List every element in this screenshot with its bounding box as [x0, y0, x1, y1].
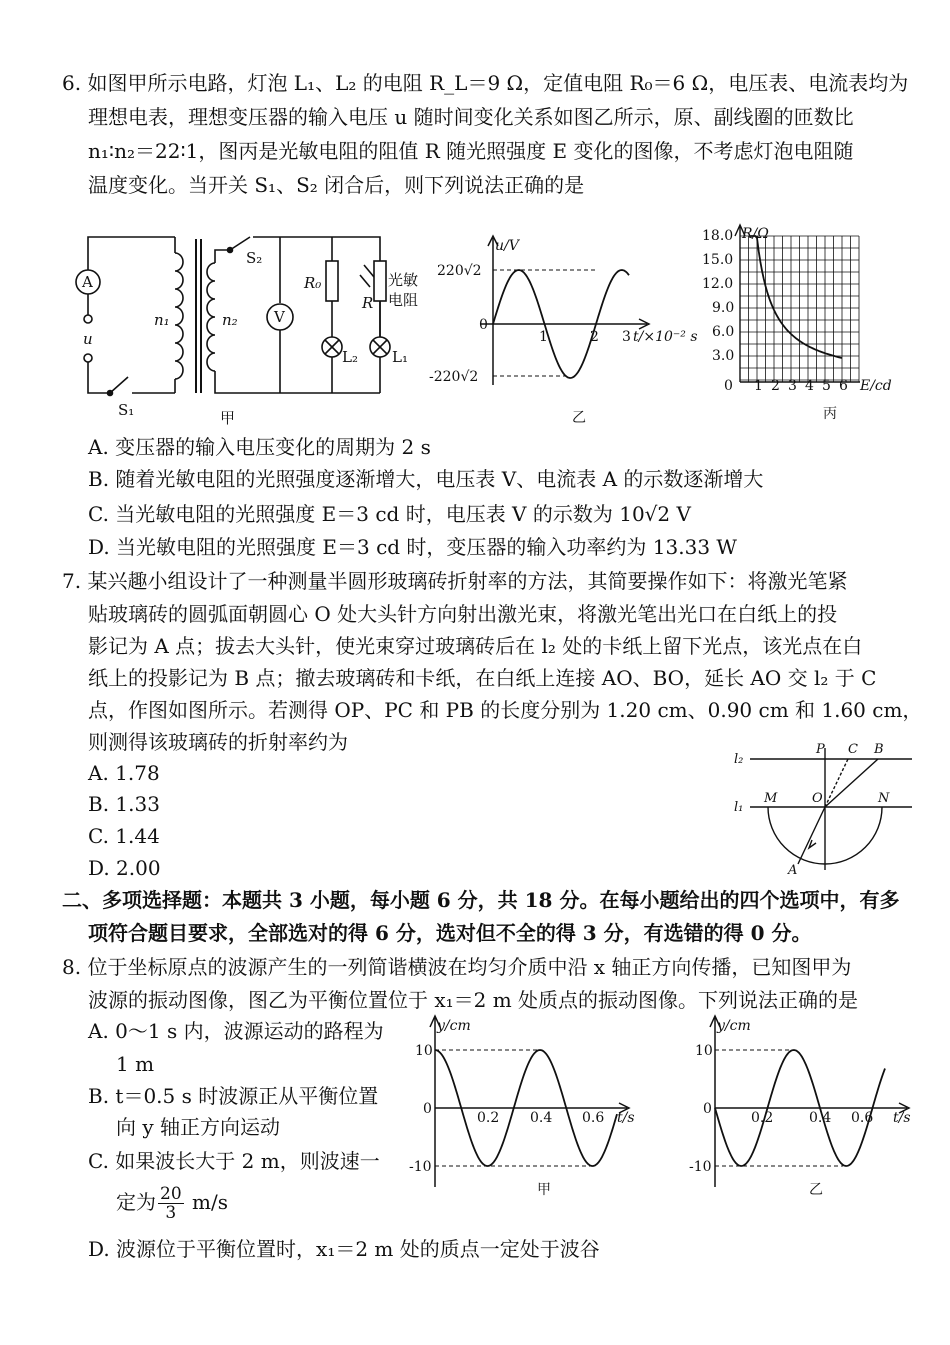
- fraction-numerator: 20: [160, 1184, 182, 1204]
- q6-voltage-graph: [425, 230, 725, 430]
- q8-jia-ymax: 10: [415, 1043, 433, 1059]
- q8-option-c-unit: m/s: [192, 1190, 228, 1214]
- q6-option-c: C. 当光敏电阻的光照强度 E＝3 cd 时，电压表 V 的示数为 10√2 V: [88, 502, 691, 526]
- q8-jia-x-label: t/s: [617, 1110, 635, 1126]
- bing-ytick-3: 3.0: [712, 348, 735, 364]
- s1-label: S₁: [118, 401, 135, 419]
- q8-x1-vibration-graph: [685, 1012, 925, 1212]
- point-b-label: B: [874, 742, 884, 757]
- bing-x-label: E/cd: [860, 378, 892, 394]
- point-o-label: O: [812, 791, 823, 806]
- q6-line-2: 理想电表，理想变压器的输入电压 u 随时间变化关系如图乙所示，原、副线圈的匝数比: [88, 105, 854, 129]
- q8-jia-tick-02: 0.2: [477, 1110, 500, 1126]
- voltage-tick-3: 3: [622, 329, 631, 345]
- q8-line-2: 波源的振动图像，图乙为平衡位置位于 x₁＝2 m 处质点的振动图像。下列说法正确的是: [88, 988, 859, 1012]
- q8-jia-origin: 0: [423, 1101, 432, 1117]
- bing-ytick-9: 9.0: [712, 300, 735, 316]
- q7-line-3: 影记为 A 点；拔去大头针，使光束穿过玻璃砖后在 l₂ 处的卡纸上留下光点，该光点在白: [88, 634, 863, 658]
- resistor-r0-icon: [326, 261, 338, 301]
- figure-bing-caption: 丙: [823, 406, 837, 422]
- switch-s1-icon: [110, 377, 128, 393]
- q8-yi-origin: 0: [703, 1101, 712, 1117]
- bing-ytick-18: 18.0: [702, 228, 734, 244]
- q7-line-4: 纸上的投影记为 B 点；撤去玻璃砖和卡纸，在白纸上连接 AO、BO，延长 AO 交 l₂ 于 C: [88, 666, 877, 690]
- q8-yi-caption: 乙: [809, 1182, 823, 1198]
- q7-option-a: A. 1.78: [88, 761, 160, 785]
- q8-yi-ymin: -10: [689, 1159, 712, 1175]
- q7-line-1: 7. 某兴趣小组设计了一种测量半圆形玻璃砖折射率的方法，其简要操作如下：将激光笔紧: [62, 569, 848, 593]
- q7-option-d: D. 2.00: [88, 856, 161, 880]
- q8-jia-caption: 甲: [537, 1182, 551, 1198]
- q8-jia-y-label: y/cm: [437, 1018, 471, 1034]
- q8-option-c-1: C. 如果波长大于 2 m，则波速一: [88, 1149, 380, 1173]
- voltage-tick-1: 1: [539, 329, 548, 345]
- secondary-coil-icon: [207, 263, 215, 371]
- bing-xtick-5: 5: [822, 378, 831, 394]
- photoresistor-icon: [374, 261, 386, 301]
- n1-label: n₁: [154, 311, 170, 329]
- q7-line-5: 点，作图如图所示。若测得 OP、PC 和 PB 的长度分别为 1.20 cm、0.90 cm 和 1.60 cm，: [88, 698, 923, 722]
- voltage-min-label: -220√2: [429, 369, 479, 385]
- bing-y-label: R/Ω: [742, 226, 769, 242]
- q8-yi-x-label: t/s: [893, 1110, 911, 1126]
- q8-yi-y-label: y/cm: [717, 1018, 751, 1034]
- l1-label: L₁: [392, 348, 408, 366]
- q8-option-c-2: [116, 1181, 228, 1223]
- voltmeter-label: V: [274, 308, 285, 326]
- fraction-denominator: 3: [165, 1203, 177, 1223]
- voltage-tick-2: 2: [590, 329, 599, 345]
- q8-option-a-1: A. 0～1 s 内，波源运动的路程为: [88, 1019, 384, 1043]
- bing-xtick-0: 0: [724, 378, 733, 394]
- q8-option-b-1: B. t＝0.5 s 时波源正从平衡位置: [88, 1084, 379, 1108]
- bing-xtick-2: 2: [771, 378, 780, 394]
- l2-line-label: l₂: [734, 752, 744, 767]
- q8-jia-ymin: -10: [409, 1159, 432, 1175]
- section2-line-1: 二、多项选择题：本题共 3 小题，每小题 6 分，共 18 分。在每小题给出的四个选项中，有多: [62, 888, 900, 912]
- bing-xtick-4: 4: [805, 378, 814, 394]
- bing-ytick-12: 12.0: [702, 276, 734, 292]
- q6-option-b: B. 随着光敏电阻的光照强度逐渐增大，电压表 V、电流表 A 的示数逐渐增大: [88, 467, 764, 491]
- bing-ytick-15: 15.0: [702, 252, 734, 268]
- figure-yi-caption: 乙: [572, 410, 586, 426]
- q8-jia-tick-06: 0.6: [582, 1110, 605, 1126]
- r-label: R: [362, 294, 374, 312]
- q8-option-a-2: 1 m: [116, 1052, 155, 1076]
- bing-ytick-6: 6.0: [712, 324, 735, 340]
- bing-xtick-3: 3: [788, 378, 797, 394]
- q6-resistance-graph: [702, 222, 930, 427]
- q6-line-1: 6. 如图甲所示电路，灯泡 L₁、L₂ 的电阻 R_L＝9 Ω，定值电阻 R₀＝6 Ω，电压表、电流表均为: [62, 71, 909, 95]
- q8-line-1: 8. 位于坐标原点的波源产生的一列简谐横波在均匀介质中沿 x 轴正方向传播，已知图甲为: [62, 955, 852, 979]
- q7-line-2: 贴玻璃砖的圆弧面朝圆心 O 处大头针方向射出激光束，将激光笔出光口在白纸上的投: [88, 602, 838, 626]
- q6-line-4: 温度变化。当开关 S₁、S₂ 闭合后，则下列说法正确的是: [88, 173, 585, 197]
- point-c-label: C: [848, 742, 858, 757]
- photo-label-2: 电阻: [388, 291, 419, 309]
- input-u-label: u: [83, 330, 93, 348]
- s2-label: S₂: [246, 249, 263, 267]
- q8-option-d: D. 波源位于平衡位置时，x₁＝2 m 处的质点一定处于波谷: [88, 1237, 600, 1261]
- primary-coil-icon: [175, 253, 183, 379]
- q6-option-d: D. 当光敏电阻的光照强度 E＝3 cd 时，变压器的输入功率约为 13.33 W: [88, 535, 737, 559]
- q8-yi-tick-06: 0.6: [851, 1110, 874, 1126]
- q8-yi-tick-04: 0.4: [809, 1110, 832, 1126]
- q8-option-c-fraction: [158, 1185, 184, 1222]
- voltage-max-label: 220√2: [437, 263, 482, 279]
- point-p-label: P: [816, 742, 825, 757]
- voltage-y-label: u/V: [495, 238, 519, 254]
- resistance-curve: [750, 236, 842, 358]
- figure-jia-caption: 甲: [220, 409, 236, 427]
- q8-yi-ymax: 10: [695, 1043, 713, 1059]
- voltage-x-label: t/×10⁻² s: [633, 329, 698, 345]
- q8-source-vibration-graph: [405, 1012, 645, 1212]
- ammeter-label: A: [82, 273, 93, 291]
- q8-yi-tick-02: 0.2: [751, 1110, 774, 1126]
- voltage-origin-label: 0: [479, 317, 488, 333]
- bing-xtick-6: 6: [839, 378, 848, 394]
- l2-label: L₂: [342, 348, 358, 366]
- section2-line-2: 项符合题目要求，全部选对的得 6 分，选对但不全的得 3 分，有选错的得 0 分。: [88, 921, 812, 945]
- q7-refraction-figure: [730, 740, 920, 880]
- q6-circuit-figure: [70, 225, 425, 430]
- q6-line-3: n₁∶n₂＝22∶1，图丙是光敏电阻的阻值 R 随光照强度 E 变化的图像，不考虑灯泡电阻随: [88, 139, 854, 163]
- bing-xtick-1: 1: [754, 378, 763, 394]
- n2-label: n₂: [222, 311, 238, 329]
- q7-option-b: B. 1.33: [88, 792, 160, 816]
- point-n-label: N: [878, 791, 890, 806]
- q7-option-c: C. 1.44: [88, 824, 160, 848]
- photo-label-1: 光敏: [388, 271, 419, 289]
- point-m-label: M: [764, 791, 778, 806]
- l1-line-label: l₁: [734, 800, 744, 815]
- r0-label: R₀: [304, 274, 322, 292]
- q7-line-6: 则测得该玻璃砖的折射率约为: [88, 730, 348, 754]
- point-a-label: A: [788, 863, 798, 878]
- q8-option-c-pre: 定为: [116, 1190, 156, 1214]
- q6-option-a: A. 变压器的输入电压变化的周期为 2 s: [88, 435, 431, 459]
- q8-jia-tick-04: 0.4: [530, 1110, 553, 1126]
- q8-option-b-2: 向 y 轴正方向运动: [116, 1115, 281, 1139]
